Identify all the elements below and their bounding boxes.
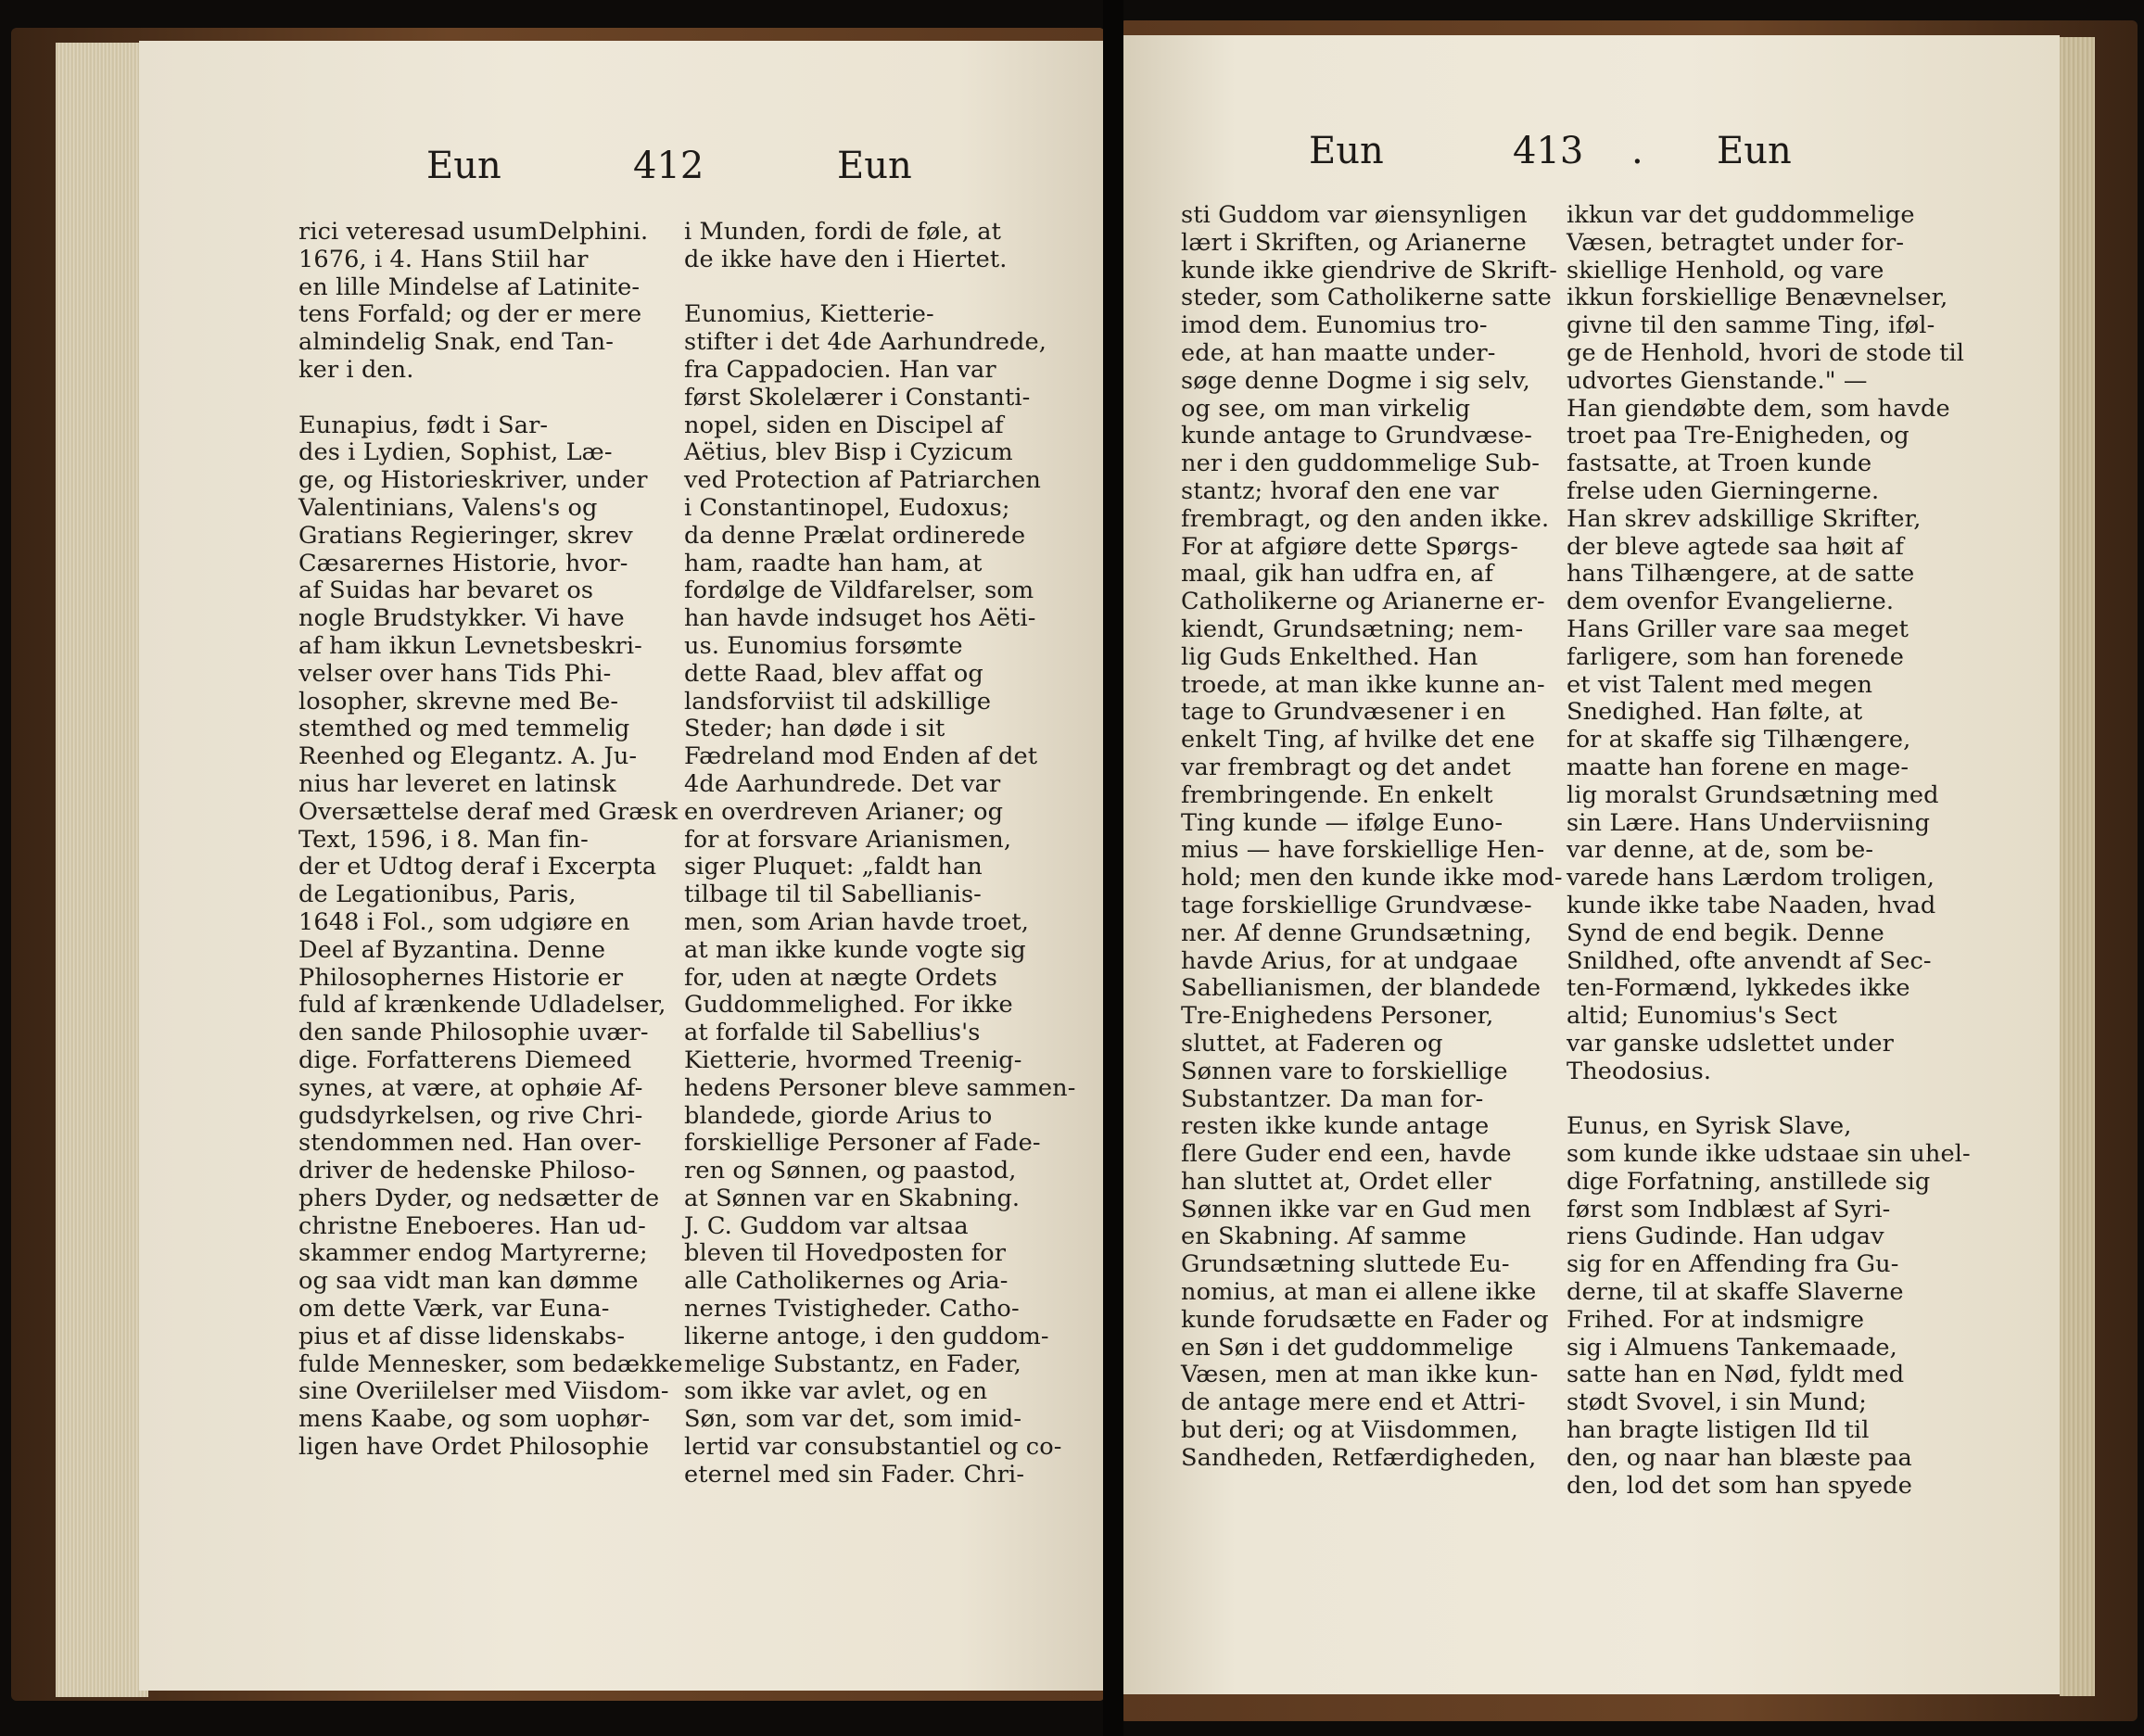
- text-line: dige Forfatning, anstillede sig: [1567, 1167, 1931, 1196]
- text-line: des i Lydien, Sophist, Læ-: [298, 438, 613, 467]
- text-line: han sluttet at, Ordet eller: [1181, 1167, 1491, 1196]
- text-line: eternel med sin Fader. Chri-: [684, 1460, 1025, 1489]
- text-line: skiellige Henhold, og vare: [1567, 256, 1884, 285]
- left-header-word-left: Eun: [426, 145, 501, 187]
- text-line: han bragte listigen Ild til: [1567, 1416, 1870, 1445]
- text-line: Reenhed og Elegantz. A. Ju-: [298, 742, 638, 771]
- text-line: Deel af Byzantina. Denne: [298, 935, 606, 964]
- text-line: ge de Henhold, hvori de stode til: [1567, 338, 1965, 367]
- text-line: sig i Almuens Tankemaade,: [1567, 1333, 1897, 1362]
- text-line: Oversættelse deraf med Græsk: [298, 797, 679, 826]
- text-line: en lille Mindelse af Latinite-: [298, 272, 641, 301]
- text-line: i Munden, fordi de føle, at: [684, 218, 1001, 246]
- text-line: rici veteresad usumDelphini.: [298, 218, 649, 246]
- text-line: en Søn i det guddommelige: [1181, 1333, 1514, 1362]
- paragraph-gap: [298, 385, 658, 412]
- right-page-edges: [2060, 37, 2095, 1696]
- text-line: der et Udtog deraf i Excerpta: [298, 853, 657, 881]
- text-line: Væsen, betragtet under for-: [1567, 228, 1905, 257]
- text-line: Han giendøbte dem, som havde: [1567, 394, 1950, 423]
- text-line: ede, at han maatte under-: [1181, 338, 1496, 367]
- text-line: var denne, at de, som be-: [1567, 836, 1874, 865]
- text-line: 1648 i Fol., som udgiøre en: [298, 907, 630, 936]
- text-line: den, lod det som han spyede: [1567, 1471, 1913, 1500]
- text-line: riens Gudinde. Han udgav: [1567, 1223, 1884, 1251]
- text-line: losopher, skrevne med Be-: [298, 687, 619, 716]
- text-line: velser over hans Tids Phi-: [298, 659, 612, 688]
- text-line: de antage mere end et Attri-: [1181, 1388, 1526, 1417]
- text-line: fuld af krænkende Udladelser,: [298, 991, 666, 1020]
- right-header-word-left: Eun: [1309, 130, 1384, 172]
- text-line: nogle Brudstykker. Vi have: [298, 604, 625, 633]
- text-line: Eunus, en Syrisk Slave,: [1567, 1112, 1852, 1141]
- text-line: skammer endog Martyrerne;: [298, 1239, 648, 1268]
- text-line: Eunomius, Kietterie-: [684, 300, 934, 329]
- text-line: blandede, giorde Arius to: [684, 1101, 993, 1130]
- text-line: ner. Af denne Grundsætning,: [1181, 919, 1532, 947]
- text-line: frembringende. En enkelt: [1181, 780, 1493, 809]
- text-line: var frembragt og det andet: [1181, 753, 1511, 781]
- text-line: Frihed. For at indsmigre: [1567, 1305, 1865, 1334]
- text-line: Grundsætning sluttede Eu-: [1181, 1250, 1510, 1279]
- text-line: for at skaffe sig Tilhængere,: [1567, 726, 1911, 754]
- text-line: kunde antage to Grundvæse-: [1181, 422, 1532, 450]
- text-line: ker i den.: [298, 355, 414, 384]
- text-line: dem ovenfor Evangelierne.: [1567, 588, 1895, 616]
- text-line: sine Overiilelser med Viisdom-: [298, 1377, 669, 1406]
- text-line: kunde forudsætte en Fader og: [1181, 1305, 1549, 1334]
- text-line: tage forskiellige Grundvæse-: [1181, 891, 1532, 919]
- text-line: satte han en Nød, fyldt med: [1567, 1361, 1905, 1389]
- text-line: udvortes Gienstande." —: [1567, 366, 1868, 395]
- text-line: hedens Personer bleve sammen-: [684, 1073, 1076, 1102]
- text-line: en overdreven Arianer; og: [684, 797, 1004, 826]
- text-line: fordølge de Vildfarelser, som: [684, 577, 1034, 605]
- left-page-column-2: [684, 218, 1076, 1489]
- text-line: en Skabning. Af samme: [1181, 1223, 1467, 1251]
- text-line: frelse uden Gierningerne.: [1567, 476, 1880, 505]
- right-page-header: [0, 130, 2144, 185]
- text-line: de Legationibus, Paris,: [298, 881, 577, 909]
- text-line: Han skrev adskillige Skrifter,: [1567, 504, 1922, 533]
- text-line: stendommen ned. Han over-: [298, 1129, 642, 1158]
- text-line: stantz; hvoraf den ene var: [1181, 476, 1499, 505]
- text-line: kiendt, Grundsætning; nem-: [1181, 615, 1524, 643]
- text-line: 1676, i 4. Hans Stiil har: [298, 245, 589, 273]
- text-line: kunde ikke tabe Naaden, hvad: [1567, 891, 1936, 919]
- text-line: Catholikerne og Arianerne er-: [1181, 588, 1545, 616]
- text-line: almindelig Snak, end Tan-: [298, 328, 614, 357]
- text-line: Sønnen vare to forskiellige: [1181, 1057, 1508, 1085]
- text-line: søge denne Dogme i sig selv,: [1181, 366, 1530, 395]
- text-line: han havde indsuget hos Aëti-: [684, 604, 1036, 633]
- text-line: flere Guder end een, havde: [1181, 1140, 1512, 1169]
- text-line: gudsdyrkelsen, og rive Chri-: [298, 1101, 643, 1130]
- text-line: Sabellianismen, der blandede: [1181, 974, 1541, 1003]
- text-line: Steder; han døde i sit: [684, 715, 945, 743]
- text-line: tilbage til til Sabellianis-: [684, 881, 982, 909]
- left-header-word-right: Eun: [837, 145, 912, 187]
- text-line: den sande Philosophie uvær-: [298, 1019, 649, 1047]
- text-line: lig Guds Enkelthed. Han: [1181, 642, 1478, 671]
- text-line: ved Protection af Patriarchen: [684, 466, 1041, 495]
- text-line: ham, raadte han ham, at: [684, 549, 983, 577]
- text-line: Kietterie, hvormed Treenig-: [684, 1045, 1022, 1074]
- page-edges: [56, 43, 148, 1697]
- text-line: Aëtius, blev Bisp i Cyzicum: [684, 438, 1013, 467]
- text-line: fulde Mennesker, som bedække: [298, 1350, 683, 1378]
- text-line: pius et af disse lidenskabs-: [298, 1322, 626, 1350]
- text-line: sti Guddom var øiensynligen: [1181, 201, 1528, 229]
- text-line: sin Lære. Hans Underviisning: [1567, 808, 1931, 837]
- text-line: Ting kunde — ifølge Euno-: [1181, 808, 1503, 837]
- text-line: at Sønnen var en Skabning.: [684, 1184, 1021, 1212]
- text-line: Søn, som var det, som imid-: [684, 1405, 1022, 1434]
- text-line: Valentinians, Valens's og: [298, 493, 598, 522]
- text-line: fastsatte, at Troen kunde: [1567, 450, 1872, 478]
- left-page-column-1: [298, 218, 683, 1462]
- text-line: For at afgiøre dette Spørgs-: [1181, 532, 1518, 561]
- text-line: lig moralst Grundsætning med: [1567, 780, 1939, 809]
- text-line: ge, og Historieskriver, under: [298, 466, 648, 495]
- text-line: havde Arius, for at undgaae: [1181, 946, 1518, 975]
- right-page-column-2: [1567, 201, 1971, 1500]
- text-line: Væsen, men at man ikke kun-: [1181, 1361, 1539, 1389]
- text-line: stødt Svovel, i sin Mund;: [1567, 1388, 1868, 1417]
- text-line: nius har leveret en latinsk: [298, 769, 616, 798]
- right-header-dot: .: [1631, 130, 1643, 172]
- text-line: maatte han forene en mage-: [1567, 753, 1909, 781]
- right-page-number: 413: [1513, 130, 1584, 172]
- text-line: for at forsvare Arianismen,: [684, 825, 1012, 854]
- text-line: for, uden at nægte Ordets: [684, 963, 998, 992]
- text-line: ikkun forskiellige Benævnelser,: [1567, 284, 1948, 312]
- text-line: et vist Talent med megen: [1567, 670, 1873, 699]
- text-line: driver de hedenske Philoso-: [298, 1157, 636, 1185]
- text-line: den, og naar han blæste paa: [1567, 1443, 1912, 1472]
- text-line: Tre-Enighedens Personer,: [1181, 1002, 1494, 1031]
- text-line: Guddommelighed. For ikke: [684, 991, 1013, 1020]
- text-line: nernes Tvistigheder. Catho-: [684, 1295, 1020, 1324]
- text-line: derne, til at skaffe Slaverne: [1567, 1278, 1904, 1307]
- text-line: i Constantinopel, Eudoxus;: [684, 493, 1010, 522]
- text-line: J. C. Guddom var altsaa: [684, 1211, 969, 1240]
- text-line: resten ikke kunde antage: [1181, 1112, 1490, 1141]
- text-line: der bleve agtede saa høit af: [1567, 532, 1904, 561]
- paragraph-gap: [1567, 1086, 1930, 1114]
- text-line: om dette Værk, var Euna-: [298, 1295, 610, 1324]
- text-line: synes, at være, at ophøie Af-: [298, 1073, 643, 1102]
- right-page-column-1: [1181, 201, 1563, 1473]
- text-line: ligen have Ordet Philosophie: [298, 1433, 650, 1462]
- text-line: alle Catholikernes og Aria-: [684, 1267, 1009, 1296]
- text-line: sluttet, at Faderen og: [1181, 1029, 1443, 1058]
- text-line: dette Raad, blev affat og: [684, 659, 983, 688]
- text-line: Philosophernes Historie er: [298, 963, 624, 992]
- text-line: forskiellige Personer af Fade-: [684, 1129, 1041, 1158]
- text-line: nopel, siden en Discipel af: [684, 411, 1004, 439]
- text-line: likerne antoge, i den guddom-: [684, 1322, 1049, 1350]
- text-line: varede hans Lærdom troligen,: [1567, 864, 1935, 893]
- text-line: var ganske udslettet under: [1567, 1029, 1894, 1058]
- text-line: troede, at man ikke kunne an-: [1181, 670, 1545, 699]
- text-line: bleven til Hovedposten for: [684, 1239, 1007, 1268]
- text-line: stemthed og med temmelig: [298, 715, 630, 743]
- text-line: kunde ikke giendrive de Skrift-: [1181, 256, 1558, 285]
- text-line: steder, som Catholikerne satte: [1181, 284, 1552, 312]
- text-line: frembragt, og den anden ikke.: [1181, 504, 1550, 533]
- text-line: landsforviist til adskillige: [684, 687, 992, 716]
- text-line: hold; men den kunde ikke mod-: [1181, 864, 1563, 893]
- text-line: Sønnen ikke var en Gud men: [1181, 1195, 1531, 1223]
- text-line: nomius, at man ei allene ikke: [1181, 1278, 1537, 1307]
- text-line: phers Dyder, og nedsætter de: [298, 1184, 660, 1212]
- text-line: men, som Arian havde troet,: [684, 907, 1029, 936]
- text-line: fra Cappadocien. Han var: [684, 355, 996, 384]
- text-line: hans Tilhængere, at de satte: [1567, 560, 1915, 589]
- text-line: lertid var consubstantiel og co-: [684, 1433, 1062, 1462]
- text-line: melige Substantz, en Fader,: [684, 1350, 1021, 1378]
- text-line: altid; Eunomius's Sect: [1567, 1002, 1837, 1031]
- text-line: imod dem. Eunomius tro-: [1181, 311, 1488, 340]
- text-line: mens Kaabe, og som uophør-: [298, 1405, 651, 1434]
- text-line: af Suidas har bevaret os: [298, 577, 594, 605]
- text-line: givne til den samme Ting, iføl-: [1567, 311, 1935, 340]
- text-line: Sandheden, Retfærdigheden,: [1181, 1443, 1537, 1472]
- text-line: Synd de end begik. Denne: [1567, 919, 1884, 947]
- text-line: at man ikke kunde vogte sig: [684, 935, 1026, 964]
- text-line: sig for en Affending fra Gu-: [1567, 1250, 1899, 1279]
- text-line: da denne Prælat ordinerede: [684, 521, 1026, 550]
- text-line: tage to Grundvæsener i en: [1181, 698, 1506, 727]
- text-line: som ikke var avlet, og en: [684, 1377, 988, 1406]
- text-line: og see, om man virkelig: [1181, 394, 1471, 423]
- text-line: de ikke have den i Hiertet.: [684, 245, 1008, 273]
- text-line: farligere, som han forenede: [1567, 642, 1904, 671]
- text-line: mius — have forskiellige Hen-: [1181, 836, 1545, 865]
- text-line: og saa vidt man kan dømme: [298, 1267, 639, 1296]
- text-line: Theodosius.: [1567, 1057, 1712, 1085]
- text-line: siger Pluquet: „faldt han: [684, 853, 983, 881]
- text-line: 4de Aarhundrede. Det var: [684, 769, 1001, 798]
- text-line: Eunapius, født i Sar-: [298, 411, 549, 439]
- text-line: christne Eneboeres. Han ud-: [298, 1211, 646, 1240]
- text-line: ten-Formænd, lykkedes ikke: [1567, 974, 1910, 1003]
- right-header-word-right: Eun: [1717, 130, 1792, 172]
- paragraph-gap: [684, 274, 1044, 302]
- text-line: Hans Griller vare saa meget: [1567, 615, 1909, 643]
- text-line: ner i den guddommelige Sub-: [1181, 450, 1540, 478]
- text-line: troet paa Tre-Enigheden, og: [1567, 422, 1909, 450]
- text-line: først Skolelærer i Constanti-: [684, 383, 1031, 412]
- text-line: enkelt Ting, af hvilke det ene: [1181, 726, 1535, 754]
- text-line: først som Indblæst af Syri-: [1567, 1195, 1891, 1223]
- text-line: ikkun var det guddommelige: [1567, 201, 1915, 229]
- text-line: lært i Skriften, og Arianerne: [1181, 228, 1527, 257]
- gutter: [1103, 0, 1123, 1736]
- text-line: but deri; og at Viisdommen,: [1181, 1416, 1518, 1445]
- text-line: af ham ikkun Levnetsbeskri-: [298, 631, 642, 660]
- text-line: Gratians Regieringer, skrev: [298, 521, 633, 550]
- text-line: at forfalde til Sabellius's: [684, 1019, 981, 1047]
- text-line: Text, 1596, i 8. Man fin-: [298, 825, 589, 854]
- text-line: maal, gik han udfra en, af: [1181, 560, 1494, 589]
- left-page-number: 412: [633, 145, 704, 187]
- text-line: dige. Forfatterens Diemeed: [298, 1045, 632, 1074]
- text-line: Snildhed, ofte anvendt af Sec-: [1567, 946, 1932, 975]
- text-line: stifter i det 4de Aarhundrede,: [684, 328, 1047, 357]
- text-line: Fædreland mod Enden af det: [684, 742, 1038, 771]
- text-line: som kunde ikke udstaae sin uhel-: [1567, 1140, 1971, 1169]
- text-line: ren og Sønnen, og paastod,: [684, 1157, 1017, 1185]
- text-line: Substantzer. Da man for-: [1181, 1084, 1484, 1113]
- text-line: Snedighed. Han følte, at: [1567, 698, 1863, 727]
- text-line: us. Eunomius forsømte: [684, 631, 963, 660]
- text-line: Cæsarernes Historie, hvor-: [298, 549, 628, 577]
- text-line: tens Forfald; og der er mere: [298, 300, 642, 329]
